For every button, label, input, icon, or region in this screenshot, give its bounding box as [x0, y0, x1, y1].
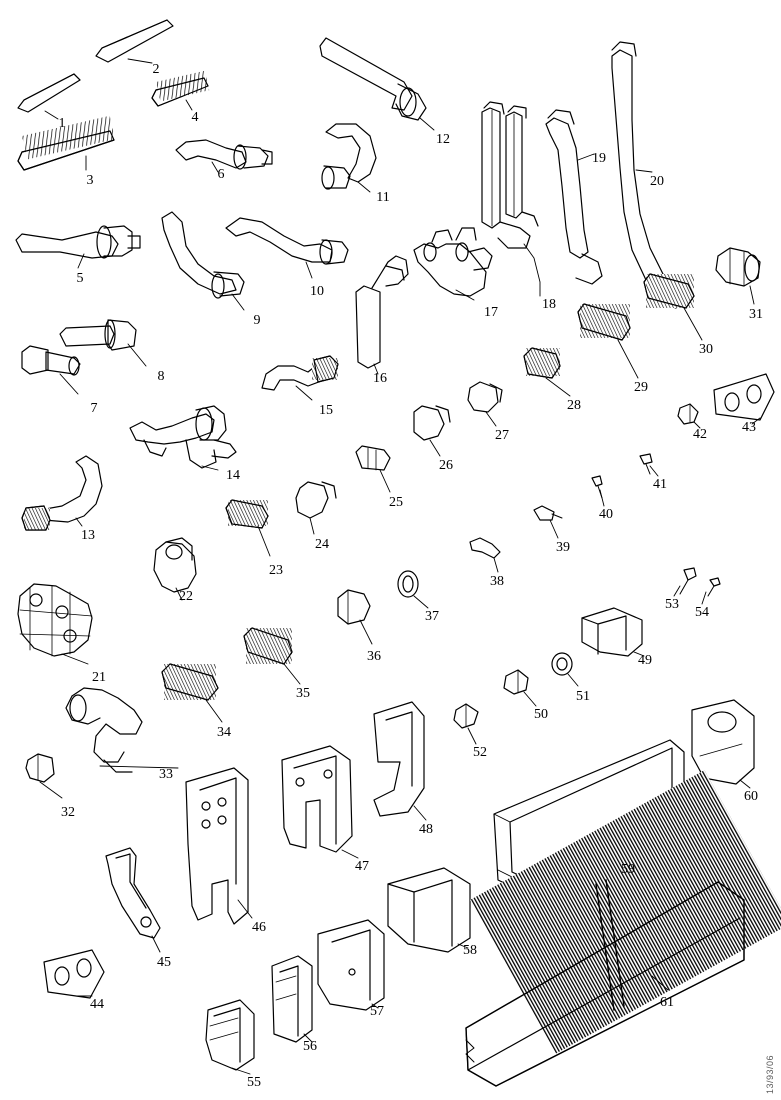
callout-17: 17	[484, 305, 498, 320]
callout-10: 10	[310, 284, 324, 299]
callout-51: 51	[576, 689, 590, 704]
callout-18: 18	[542, 297, 556, 312]
callout-33: 33	[159, 767, 173, 782]
callout-24: 24	[315, 537, 329, 552]
callout-19: 19	[592, 151, 606, 166]
callout-42: 42	[693, 427, 707, 442]
callout-39: 39	[556, 540, 570, 555]
callout-2: 2	[152, 62, 160, 77]
callout-43: 43	[742, 420, 756, 435]
callout-44: 44	[90, 997, 104, 1012]
callout-13: 13	[81, 528, 95, 543]
callout-55: 55	[247, 1075, 261, 1090]
callout-52: 52	[473, 745, 487, 760]
callout-38: 38	[490, 574, 504, 589]
callout-7: 7	[90, 401, 98, 416]
callout-41: 41	[653, 477, 667, 492]
callout-25: 25	[389, 495, 403, 510]
callout-1: 1	[58, 116, 66, 131]
callout-5: 5	[76, 271, 84, 286]
drawing-code: 13/93/06	[765, 1054, 775, 1094]
callout-54: 54	[695, 605, 709, 620]
callout-27: 27	[495, 428, 509, 443]
callout-6: 6	[217, 167, 225, 182]
callout-23: 23	[269, 563, 283, 578]
callout-21: 21	[92, 670, 106, 685]
callout-46: 46	[252, 920, 266, 935]
callout-28: 28	[567, 398, 581, 413]
callout-60: 60	[744, 789, 758, 804]
callout-40: 40	[599, 507, 613, 522]
callout-26: 26	[439, 458, 453, 473]
callout-34: 34	[217, 725, 231, 740]
callout-56: 56	[303, 1039, 317, 1054]
callout-58: 58	[463, 943, 477, 958]
callout-11: 11	[376, 190, 390, 205]
callout-29: 29	[634, 380, 648, 395]
callout-45: 45	[157, 955, 171, 970]
callout-3: 3	[86, 173, 94, 188]
callout-31: 31	[749, 307, 763, 322]
callout-32: 32	[61, 805, 75, 820]
callout-8: 8	[157, 369, 165, 384]
callout-59: 59	[621, 862, 635, 877]
callout-20: 20	[650, 174, 664, 189]
callout-50: 50	[534, 707, 548, 722]
callout-48: 48	[419, 822, 433, 837]
callout-16: 16	[373, 371, 387, 386]
callout-15: 15	[319, 403, 333, 418]
callout-14: 14	[226, 468, 240, 483]
callout-57: 57	[370, 1004, 384, 1019]
callout-49: 49	[638, 653, 652, 668]
callout-9: 9	[253, 313, 261, 328]
callout-35: 35	[296, 686, 310, 701]
callout-22: 22	[179, 589, 193, 604]
callout-12: 12	[436, 132, 450, 147]
callout-61: 61	[660, 995, 674, 1010]
callout-36: 36	[367, 649, 381, 664]
callout-37: 37	[425, 609, 439, 624]
callout-53: 53	[665, 597, 679, 612]
callout-30: 30	[699, 342, 713, 357]
callout-47: 47	[355, 859, 369, 874]
callout-4: 4	[191, 110, 199, 125]
